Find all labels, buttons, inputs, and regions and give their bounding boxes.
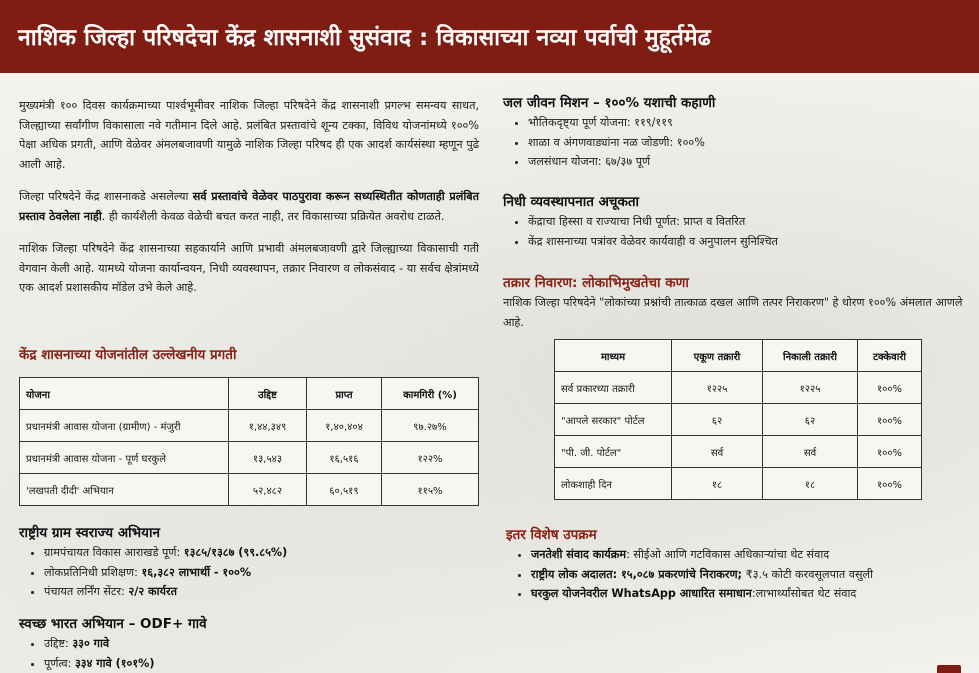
fund-heading: निधी व्यवस्थापनात अचूकता xyxy=(503,194,640,210)
table-cell: सर्व प्रकारच्या तक्रारी xyxy=(555,372,672,404)
table-cell: १००% xyxy=(858,372,922,404)
table-cell: लोकशाही दिन xyxy=(555,468,672,500)
list-item: • लोकप्रतिनिधी प्रशिक्षण: १६,३८२ लाभार्थी - १००% xyxy=(44,563,479,583)
fund-list xyxy=(503,212,968,251)
table-cell: ५२,४८२ xyxy=(229,474,307,506)
table-header: उद्दिष्ट xyxy=(229,378,307,410)
table-cell: १८ xyxy=(763,468,858,500)
page-corner-mark xyxy=(937,665,961,673)
table-cell: १,४४,३४९ xyxy=(229,410,307,442)
table-cell: ११५% xyxy=(382,474,479,506)
list-item: • जनतेशी संवाद कार्यक्रम: सीईओ आणि गटविकास अधिकाऱ्यांचा थेट संवाद xyxy=(531,545,968,565)
list-item: • पंचायत लर्निंग सेंटर: २/२ कार्यरत xyxy=(44,582,479,602)
table-row xyxy=(20,442,479,474)
other-section xyxy=(506,525,968,604)
table-cell: १२२५ xyxy=(672,372,763,404)
other-list xyxy=(506,545,968,604)
jjm-heading: जल जीवन मिशन – १००% यशाची कहाणी xyxy=(503,95,716,111)
progress-heading: केंद्र शासनाच्या योजनांतील उल्लेखनीय प्रगती xyxy=(19,347,237,363)
table-cell: १००% xyxy=(858,436,922,468)
list-item: • केंद्र शासनाच्या पत्रांवर वेळेवर कार्यवाही व अनुपालन सुनिश्चित xyxy=(528,232,968,252)
list-item: • जलसंधान योजना: ६७/३७ पूर्ण xyxy=(528,152,968,172)
table-header: कामगिरी (%) xyxy=(382,378,479,410)
table-row xyxy=(555,404,922,436)
list-item: • शाळा व अंगणवाड्यांना नळ जोडणी: १००% xyxy=(528,133,968,153)
rgsa-section xyxy=(19,523,479,602)
table-cell: सर्व xyxy=(672,436,763,468)
list-item: • केंद्राचा हिस्सा व राज्याचा निधी पूर्णत: प्राप्त व वितरित xyxy=(528,212,968,232)
table-row xyxy=(555,436,922,468)
rgsa-list xyxy=(19,543,479,602)
sba-list xyxy=(19,634,479,673)
intro-p2-rest: . ही कार्यशैली केवळ वेळेची बचत करत नाही, तर विकासाच्या प्रक्रियेत अवरोध टाळते. xyxy=(101,209,445,223)
intro-paragraph-1: मुख्यमंत्री १०० दिवस कार्यक्रमाच्या पार्श्वभूमीवर नाशिक जिल्हा परिषदेने केंद्र शासनाशी प्रगल्भ समन्वय साधत, जिल्ह्याच्या सर्वांगीण विकासाला नवे गतीमान दिले आहे. प्रलंबित प्रस्तावांचे शून्य टक्का, विविध योजनांमध्ये १००% पेक्षा अधिक प्रगती, आणि वेळेवर अंमलबजावणी यामुळे नाशिक जिल्हा परिषद ही एक आदर्श कार्यसंस्था म्हणून पुढे आली आहे. xyxy=(19,99,479,171)
grievance-text: नाशिक जिल्हा परिषदेने "लोकांच्या प्रश्नांची तात्काळ दखल आणि तत्पर निराकरण" हे धोरण १००% अंमलात आणले आहे. xyxy=(503,296,963,329)
table-cell: १००% xyxy=(858,468,922,500)
list-item: • राष्ट्रीय लोक अदालत: १५,०८७ प्रकरणांचे निराकरण; ₹३.५ कोटी करवसूलपात वसुली xyxy=(531,565,968,585)
table-row xyxy=(20,474,479,506)
table-cell: ६२ xyxy=(672,404,763,436)
intro-p2-bold: सर्व प्रस्तावांचे वेळेवर पाठपुरावा करून सध्यस्थितीत कोणताही प्रलंबित प्रस्ताव ठेवलेला नाही xyxy=(19,190,479,223)
fund-section xyxy=(503,192,968,251)
jjm-list xyxy=(503,113,968,172)
right-column xyxy=(503,93,968,600)
table-header: योजना xyxy=(20,378,229,410)
table-cell: प्रधानमंत्री आवास योजना - पूर्ण घरकुले xyxy=(20,442,229,474)
title-banner xyxy=(0,0,979,73)
table-header: टक्केवारी xyxy=(858,340,922,372)
table-row xyxy=(555,468,922,500)
intro-paragraph-3: नाशिक जिल्हा परिषदेने केंद्र शासनाच्या सहकार्याने आणि प्रभावी अंमलबजावणी द्वारे जिल्ह्याच्या विकासाची गती वेगवान केली आहे. यामध्ये योजना कार्यान्वयन, निधी व्यवस्थापन, तक्रार निवारण व लोकसंवाद - या सर्वच क्षेत्रांमध्ये एक आदर्श प्रशासकीय मॉडेल उभे केले आहे. xyxy=(19,242,479,294)
list-item: • ग्रामपंचायत विकास आराखडे पूर्ण: १३८५/१३८७ (९९.८५%) xyxy=(44,543,479,563)
list-item: • भौतिकदृष्ट्या पूर्ण योजना: ११९/११९ xyxy=(528,113,968,133)
list-item: • घरकुल योजनेवरील WhatsApp आधारित समाधान:लाभार्थ्यांसोबत थेट संवाद xyxy=(531,584,968,604)
table-cell: १३,५४३ xyxy=(229,442,307,474)
table-cell: "पी. जी. पोर्टल" xyxy=(555,436,672,468)
table-cell: प्रधानमंत्री आवास योजना (ग्रामीण) - मंजुरी xyxy=(20,410,229,442)
progress-table xyxy=(19,377,479,506)
table-cell: १८ xyxy=(672,468,763,500)
table-cell: सर्व xyxy=(763,436,858,468)
left-column xyxy=(19,96,479,670)
list-item: • उद्दिष्ट: ३३० गावे xyxy=(44,634,479,654)
intro-p2-text: जिल्हा परिषदेने केंद्र शासनाकडे असलेल्या xyxy=(19,190,193,203)
table-row xyxy=(555,372,922,404)
table-cell: १६,५१६ xyxy=(307,442,382,474)
page-title: नाशिक जिल्हा परिषदेचा केंद्र शासनाशी सुसंवाद : विकासाच्या नव्या पर्वाची मुहूर्तमेढ xyxy=(18,25,711,51)
table-header-row xyxy=(555,340,922,372)
table-cell: १२२५ xyxy=(763,372,858,404)
table-header: एकूण तक्रारी xyxy=(672,340,763,372)
table-header-row xyxy=(20,378,479,410)
table-cell: 'लखपती दीदी' अभियान xyxy=(20,474,229,506)
table-header: प्राप्त xyxy=(307,378,382,410)
jjm-section xyxy=(503,93,968,172)
table-header: निकाली तक्रारी xyxy=(763,340,858,372)
table-cell: ६२ xyxy=(763,404,858,436)
table-cell: "आपले सरकार" पोर्टल xyxy=(555,404,672,436)
rgsa-heading: राष्ट्रीय ग्राम स्वराज्य अभियान xyxy=(19,525,160,541)
table-cell: ६०,५१९ xyxy=(307,474,382,506)
grievance-table xyxy=(554,339,922,500)
other-heading: इतर विशेष उपक्रम xyxy=(506,527,597,543)
list-item: • पूर्णत्व: ३३४ गावे (१०१%) xyxy=(44,654,479,673)
grievance-section xyxy=(503,273,968,332)
table-header: माध्यम xyxy=(555,340,672,372)
table-cell: ९७.२७% xyxy=(382,410,479,442)
sba-section xyxy=(19,614,479,673)
sba-heading: स्वच्छ भारत अभियान – ODF+ गावे xyxy=(19,616,207,632)
table-cell: १,४०,४०४ xyxy=(307,410,382,442)
table-cell: १००% xyxy=(858,404,922,436)
table-row xyxy=(20,410,479,442)
grievance-heading: तक्रार निवारण: लोकाभिमुखतेचा कणा xyxy=(503,275,689,291)
table-cell: १२२% xyxy=(382,442,479,474)
intro-paragraph-2 xyxy=(19,187,479,226)
